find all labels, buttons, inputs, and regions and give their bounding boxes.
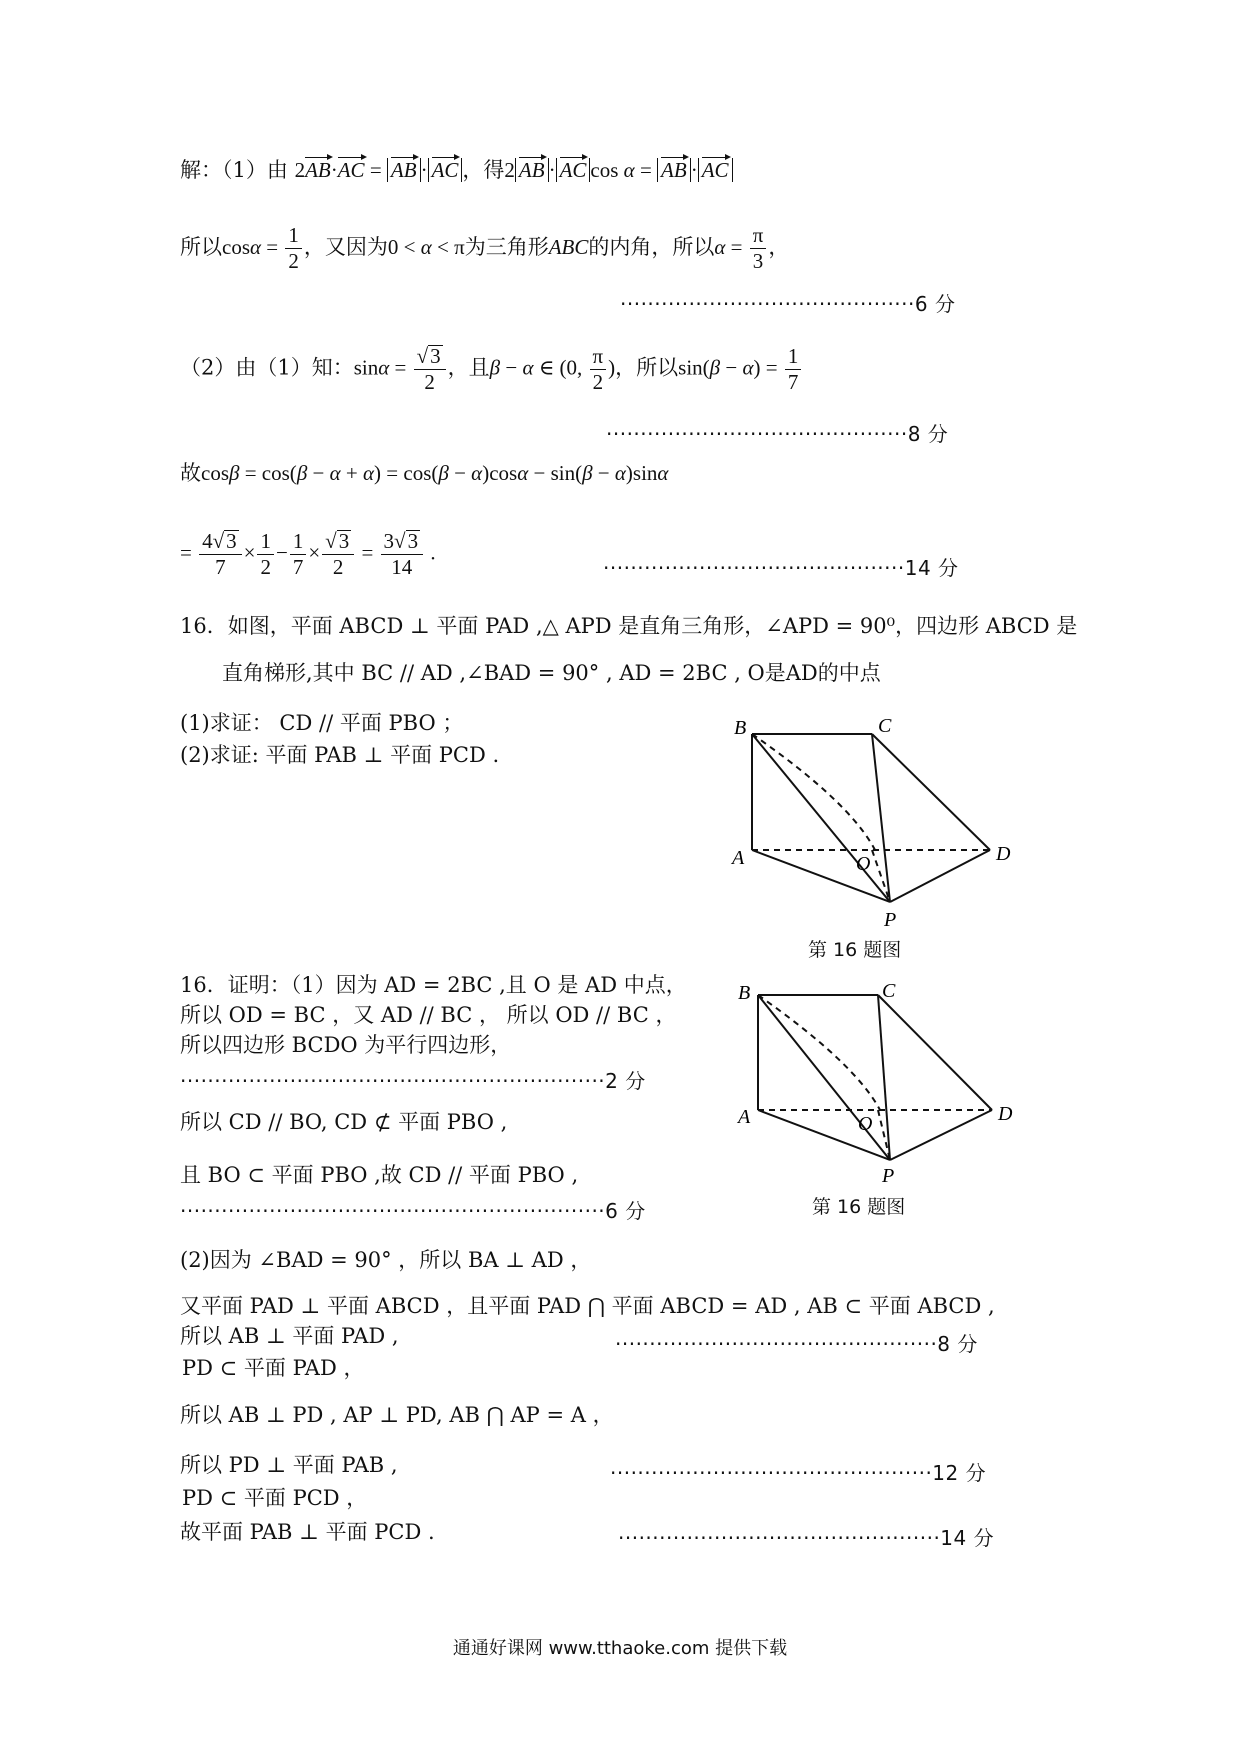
- score-6b: ······························································6 分: [180, 1199, 646, 1223]
- score-8a: ············································8 分: [606, 422, 949, 446]
- figure-16-caption-bottom: 第 16 题图: [812, 1196, 906, 1218]
- sol16-l4: 所以 CD // BO, CD ⊄ 平面 PBO ,: [180, 1110, 508, 1134]
- label-P2: P: [882, 1165, 895, 1185]
- label-B2: B: [738, 982, 751, 1004]
- score-14b: ···············································14 分: [618, 1526, 995, 1550]
- sol16-l2: 所以 OD = BC ，又 AD // BC ， 所以 OD // BC ，: [180, 1003, 677, 1027]
- label-A: A: [732, 847, 745, 869]
- q16-line1: 16．如图，平面 ABCD ⊥ 平面 PAD ,△ APD 是直角三角形，∠APD = 90⁰，四边形 ABCD 是: [180, 614, 1078, 638]
- score-12: ···············································12 分: [610, 1461, 987, 1485]
- label-O: O: [856, 853, 871, 875]
- label-D2: D: [998, 1103, 1013, 1125]
- sol16-l6: (2)因为 ∠BAD = 90° ，所以 BA ⊥ AD ，: [180, 1248, 592, 1272]
- sol15-line2: 所以cosα = $\frac{1}{2}$ ，又因为0 < α < π为三角形ABC的内角，所以α = $\frac{\pi}{3}$ ，: [180, 223, 790, 273]
- label-P: P: [884, 909, 897, 931]
- sol16-l8: 所以 AB ⊥ 平面 PAD ,: [180, 1324, 399, 1348]
- label-C2: C: [882, 980, 896, 1002]
- sol16-l10: 所以 AB ⊥ PD , AP ⊥ PD, AB ⋂ AP = A ，: [180, 1403, 614, 1427]
- figure-16-caption-top: 第 16 题图: [808, 939, 902, 961]
- sol16-l1: 16．证明：（1）因为 AD = 2BC ,且 O 是 AD 中点，: [180, 973, 687, 997]
- sol16-l9: PD ⊂ 平面 PAD ，: [182, 1356, 365, 1380]
- sol16-l11: 所以 PD ⊥ 平面 PAB ,: [180, 1453, 398, 1477]
- figure-16-bottom: [730, 975, 1020, 1189]
- sol15-line3: （2）由（1）知：sinα = $\frac{√3}{2}$ ，且β − α ∈ (0, $\frac{\pi}{2}$ )，所以sin(β − α) = $\frac{1}{7}$: [180, 345, 803, 393]
- score-6: ···········································6 分: [620, 292, 956, 316]
- sol16-l3: 所以四边形 BCDO 为平行四边形，: [180, 1033, 512, 1057]
- score-2: ······························································2 分: [180, 1069, 646, 1093]
- label-A2: A: [738, 1106, 751, 1128]
- label-B: B: [734, 717, 747, 739]
- sol16-l5: 且 BO ⊂ 平面 PBO ,故 CD // 平面 PBO ,: [180, 1163, 579, 1187]
- sol15-line5: = $\frac{4√3}{7}$ × $\frac{1}{2}$ − $\frac{1}{7}$ × $\frac{√3}{2}$ = $\frac{3√3}{14}$ .: [180, 528, 436, 579]
- sol16-l12: PD ⊂ 平面 PCD ，: [182, 1486, 368, 1510]
- footer: 通通好课网 www.tthaoke.com 提供下载: [452, 1638, 788, 1659]
- sol15-line4: 故cosβ = cos(β − α + α) = cos(β − α)cosα − sin(β − α)sinα: [180, 461, 669, 485]
- label-D: D: [996, 843, 1011, 865]
- q16-line2: 直角梯形,其中 BC // AD ,∠BAD = 90° , AD = 2BC , O是AD的中点: [222, 661, 881, 685]
- q16-part1: (1)求证： CD // 平面 PBO ；: [180, 711, 464, 735]
- score-14a: ············································14 分: [603, 556, 959, 580]
- sol16-l7: 又平面 PAD ⊥ 平面 ABCD ，且平面 PAD ⋂ 平面 ABCD = AD , AB ⊂ 平面 ABCD ,: [180, 1294, 995, 1318]
- figure-16-top: [730, 712, 1020, 936]
- score-8b: ···············································8 分: [615, 1332, 978, 1356]
- q16-part2: (2)求证: 平面 PAB ⊥ 平面 PCD .: [180, 743, 500, 767]
- sol15-line1: 解：（1）由 2AB·AC = AB · AC ，得2 AB · AC cos α = AB · AC: [180, 160, 733, 181]
- sol16-l13: 故平面 PAB ⊥ 平面 PCD .: [180, 1520, 435, 1544]
- label-C: C: [878, 715, 892, 737]
- label-O2: O: [858, 1113, 873, 1135]
